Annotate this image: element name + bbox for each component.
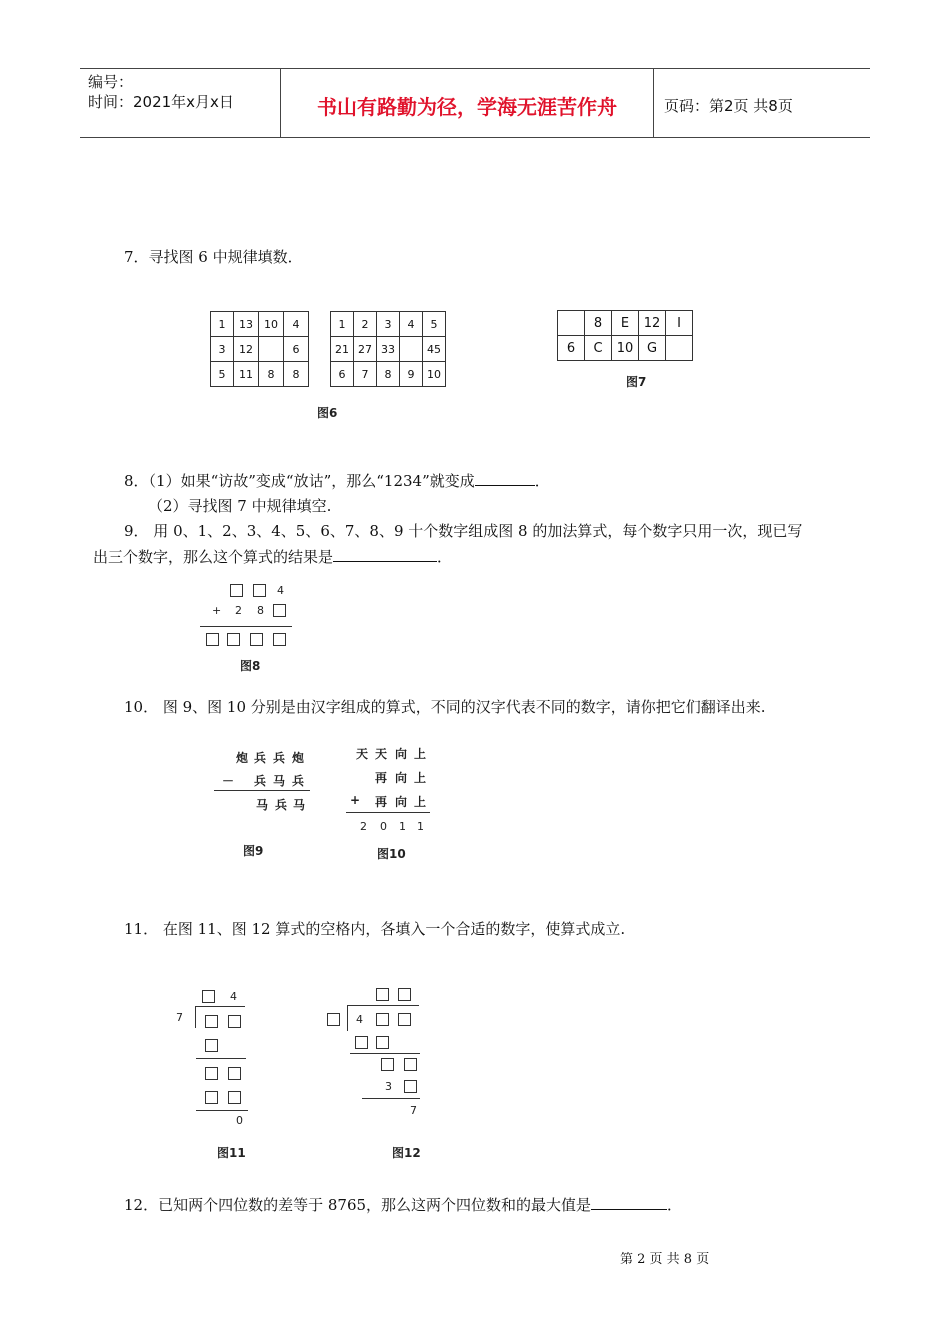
- blank-box: [205, 1015, 218, 1028]
- grid-cell: [259, 337, 284, 362]
- grid-cell: 10: [612, 336, 639, 361]
- q12-text: 12．已知两个四位数的差等于 8765，那么这两个四位数和的最大值是: [124, 1196, 592, 1214]
- grid-cell: 33: [377, 337, 400, 362]
- subtract-line: [196, 1058, 246, 1059]
- question-7: 7．寻找图 6 中规律填数．: [124, 248, 303, 266]
- subtract-line: [350, 1053, 420, 1054]
- question-8-part2: （2）寻找图 7 中规律填空.: [148, 497, 332, 515]
- blank-box: [376, 988, 389, 1001]
- hanzi: 向: [395, 795, 408, 809]
- grid-cell: I: [666, 311, 693, 336]
- grid-cell: 4: [284, 312, 309, 337]
- digit: 8: [257, 604, 264, 617]
- blank-box: [376, 1013, 389, 1026]
- hanzi: 天: [375, 747, 388, 761]
- grid-cell: [558, 311, 585, 336]
- division-bracket: [347, 1005, 348, 1031]
- grid-cell: [400, 337, 423, 362]
- grid-cell: 13: [234, 312, 259, 337]
- hanzi: 向: [395, 747, 408, 761]
- subtract-line: [196, 1110, 248, 1111]
- blank-box: [376, 1036, 389, 1049]
- digit: 3: [385, 1080, 392, 1093]
- digit: 4: [356, 1013, 363, 1026]
- result-line: [346, 812, 430, 813]
- grid-cell: 6: [558, 336, 585, 361]
- fig7-grid: [557, 310, 693, 361]
- header-motto-cell: [281, 69, 654, 137]
- grid-cell: 1: [331, 312, 354, 337]
- digit: 0: [380, 820, 387, 833]
- division-bar: [347, 1005, 419, 1006]
- digit: 7: [176, 1011, 183, 1024]
- grid-cell: E: [612, 311, 639, 336]
- grid-cell: 8: [259, 362, 284, 387]
- hanzi: 再: [375, 795, 388, 809]
- blank-box: [381, 1058, 394, 1071]
- question-8-part1: [124, 470, 550, 491]
- hanzi: 上: [414, 795, 427, 809]
- blank-box: [230, 584, 243, 597]
- grid-cell: C: [585, 336, 612, 361]
- grid-cell: 8: [585, 311, 612, 336]
- hanzi: 兵: [275, 798, 288, 812]
- answer-blank[interactable]: [475, 471, 535, 486]
- blank-box: [227, 633, 240, 646]
- subtract-line: [362, 1098, 420, 1099]
- hanzi: 炮: [236, 751, 249, 765]
- digit: 4: [277, 584, 284, 597]
- digit: 2: [235, 604, 242, 617]
- grid-cell: 7: [354, 362, 377, 387]
- minus-sign: －: [222, 774, 235, 788]
- grid-cell: 3: [211, 337, 234, 362]
- digit: 1: [399, 820, 406, 833]
- plus-sign: +: [350, 793, 361, 807]
- grid-cell: 5: [423, 312, 446, 337]
- q9-line2-end: ．: [437, 548, 453, 566]
- sum-line: [200, 626, 292, 627]
- answer-blank[interactable]: [591, 1195, 667, 1210]
- grid-cell: 11: [234, 362, 259, 387]
- blank-box: [273, 604, 286, 617]
- page-info: 页码：第2页 共8页: [664, 97, 793, 115]
- grid-cell: [666, 336, 693, 361]
- grid-cell: 45: [423, 337, 446, 362]
- hanzi: 上: [414, 747, 427, 761]
- grid-cell: 8: [284, 362, 309, 387]
- blank-box: [250, 633, 263, 646]
- digit: 2: [360, 820, 367, 833]
- plus-sign: +: [212, 604, 222, 617]
- division-bar: [195, 1006, 245, 1007]
- hanzi: 天: [356, 747, 369, 761]
- number-label: 编号：: [88, 73, 134, 91]
- question-9-line1: 9． 用 0、1、2、3、4、5、6、7、8、9 十个数字组成图 8 的加法算式，每个数字只用一次，现已写: [124, 522, 803, 540]
- q8-line1-end: ．: [534, 472, 550, 490]
- blank-box: [202, 990, 215, 1003]
- hanzi: 兵: [273, 751, 286, 765]
- fig6-caption: 图6: [317, 406, 338, 420]
- grid-cell: 21: [331, 337, 354, 362]
- hanzi: 马: [293, 798, 306, 812]
- page-header: [80, 68, 870, 138]
- blank-box: [273, 633, 286, 646]
- fig6-grid-a: [210, 311, 309, 387]
- blank-box: [398, 1013, 411, 1026]
- result-line: [214, 790, 310, 791]
- hanzi: 兵: [254, 774, 267, 788]
- blank-box: [205, 1039, 218, 1052]
- hanzi: 再: [375, 771, 388, 785]
- grid-cell: G: [639, 336, 666, 361]
- blank-box: [206, 633, 219, 646]
- fig12-caption: 图12: [392, 1146, 421, 1160]
- hanzi: 兵: [254, 751, 267, 765]
- grid-cell: 6: [284, 337, 309, 362]
- digit: 4: [230, 990, 237, 1003]
- grid-cell: 2: [354, 312, 377, 337]
- grid-cell: 12: [639, 311, 666, 336]
- blank-box: [228, 1091, 241, 1104]
- blank-box: [205, 1091, 218, 1104]
- fig9-caption: 图9: [243, 844, 264, 858]
- grid-cell: 8: [377, 362, 400, 387]
- hanzi: 兵: [292, 774, 305, 788]
- blank-box: [404, 1058, 417, 1071]
- grid-cell: 10: [423, 362, 446, 387]
- blank-box: [228, 1067, 241, 1080]
- answer-blank[interactable]: [333, 547, 437, 562]
- q8-line1-text: 8．（1）如果“访故”变成“放诂”，那么“1234”就变成: [124, 472, 475, 490]
- q12-end: ．: [667, 1196, 683, 1214]
- blank-box: [228, 1015, 241, 1028]
- blank-box: [327, 1013, 340, 1026]
- fig7-caption: 图7: [626, 375, 647, 389]
- question-12: [124, 1194, 682, 1215]
- grid-cell: 3: [377, 312, 400, 337]
- question-11: 11． 在图 11、图 12 算式的空格内，各填入一个合适的数字，使算式成立.: [124, 920, 626, 938]
- page-footer: 第 2 页 共 8 页: [620, 1252, 710, 1267]
- grid-cell: 10: [259, 312, 284, 337]
- hanzi: 马: [256, 798, 269, 812]
- time-label: 时间：2021年x月x日: [88, 93, 234, 111]
- grid-cell: 12: [234, 337, 259, 362]
- fig8-caption: 图8: [240, 659, 261, 673]
- fig6-grid-b: [330, 311, 446, 387]
- grid-cell: 4: [400, 312, 423, 337]
- q9-line2-text: 出三个数字，那么这个算式的结果是: [93, 548, 334, 566]
- grid-cell: 1: [211, 312, 234, 337]
- hanzi: 马: [273, 774, 286, 788]
- fig10-caption: 图10: [377, 847, 406, 861]
- blank-box: [404, 1080, 417, 1093]
- grid-cell: 5: [211, 362, 234, 387]
- digit: 1: [417, 820, 424, 833]
- motto: 书山有路勤为径，学海无涯苦作舟: [317, 95, 617, 119]
- question-9-line2: [93, 546, 452, 567]
- fig11-caption: 图11: [217, 1146, 246, 1160]
- hanzi: 炮: [292, 751, 305, 765]
- division-bracket: [195, 1006, 196, 1028]
- blank-box: [355, 1036, 368, 1049]
- header-meta-cell: [80, 69, 281, 137]
- digit: 7: [410, 1104, 417, 1117]
- grid-cell: 9: [400, 362, 423, 387]
- grid-cell: 6: [331, 362, 354, 387]
- question-10: 10． 图 9、图 10 分别是由汉字组成的算式，不同的汉字代表不同的数字，请你把它们翻译出来.: [124, 698, 766, 716]
- hanzi: 向: [395, 771, 408, 785]
- hanzi: 上: [414, 771, 427, 785]
- grid-cell: 27: [354, 337, 377, 362]
- blank-box: [205, 1067, 218, 1080]
- blank-box: [253, 584, 266, 597]
- blank-box: [398, 988, 411, 1001]
- digit: 0: [236, 1114, 243, 1127]
